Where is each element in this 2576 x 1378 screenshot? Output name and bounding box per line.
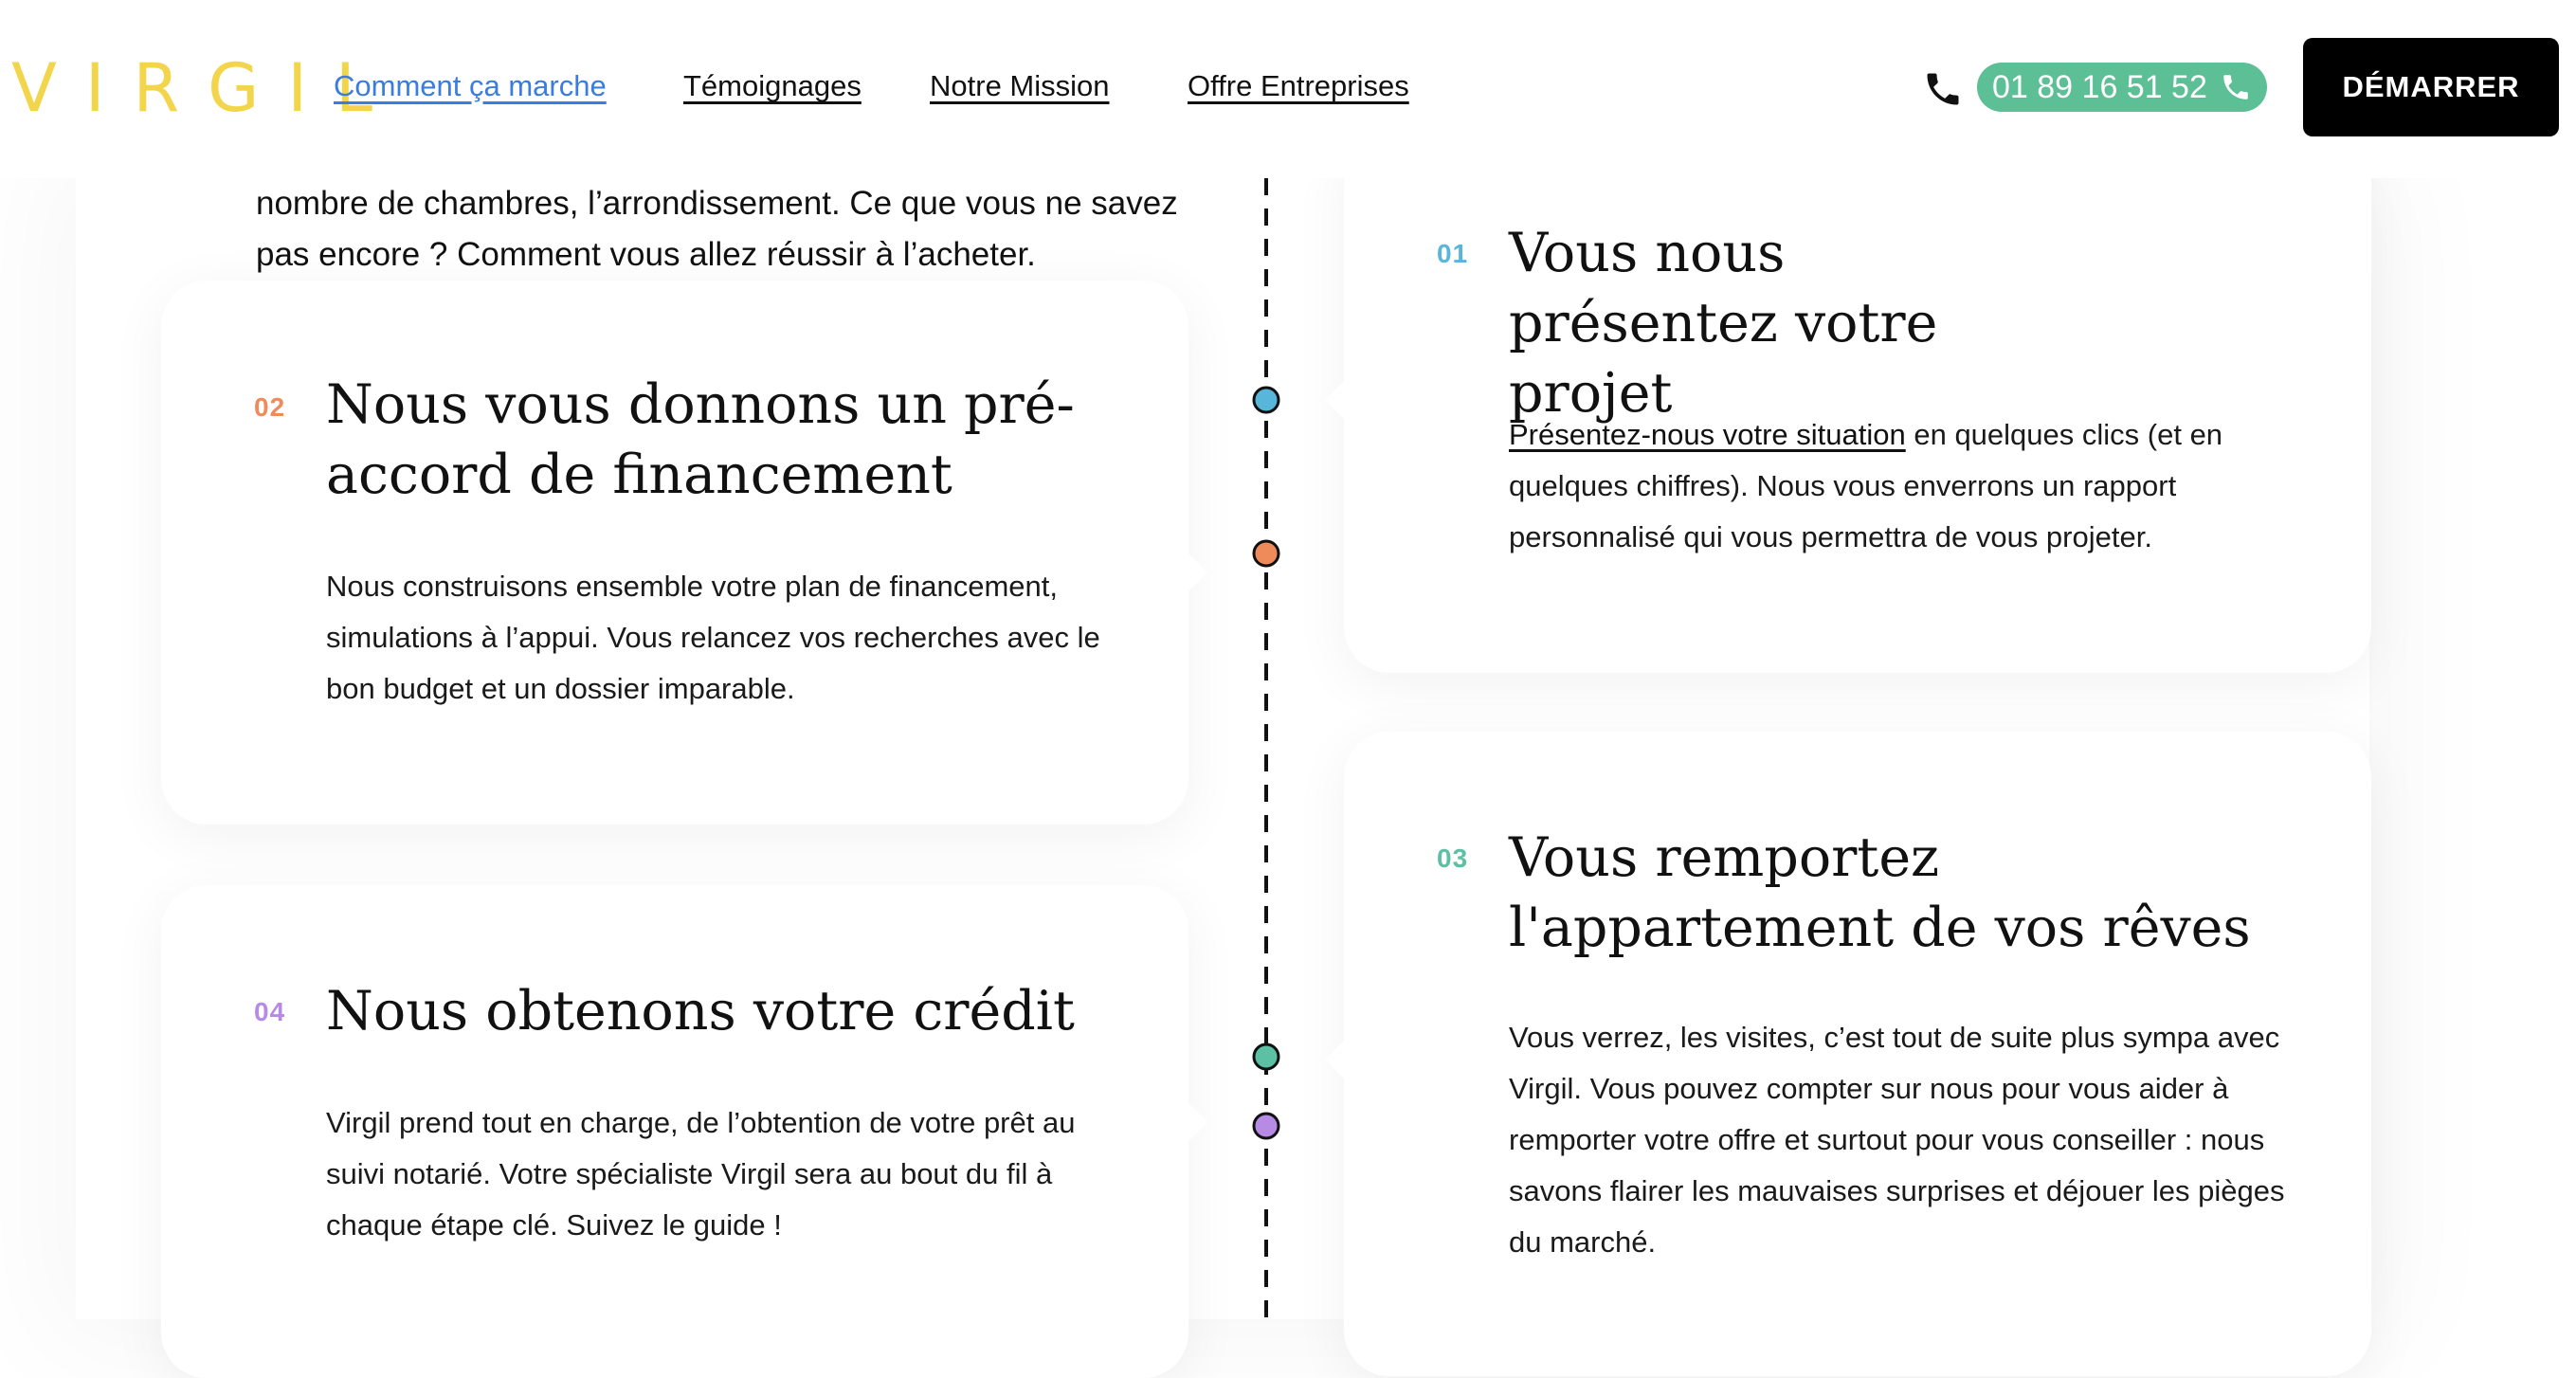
timeline xyxy=(1232,178,1308,1319)
nav-notre-mission[interactable]: Notre Mission xyxy=(930,69,1110,102)
card-pointer xyxy=(1188,553,1207,591)
phone-number-pill[interactable] xyxy=(1977,63,2267,112)
present-situation-link[interactable]: Présentez-nous votre situation xyxy=(1509,418,1906,451)
step-body: Virgil prend tout en charge, de l’obtention de votre prêt au suivi notarié. Votre spécialiste Virgil sera au bout du fil à chaque étape clé. Suivez le guide ! xyxy=(326,1106,1076,1242)
step-title: Nous obtenons votre crédit xyxy=(326,980,1075,1043)
nav-offre-entreprises[interactable]: Offre Entreprises xyxy=(1188,69,1409,102)
step-card-01 xyxy=(1344,133,2371,673)
step-number: 04 xyxy=(254,997,286,1026)
step-title: Nous vous donnons un pré-accord de financement xyxy=(326,373,1075,506)
timeline-dot-step-01 xyxy=(1254,388,1279,412)
card-pointer xyxy=(1188,1103,1207,1141)
timeline-dot-step-03 xyxy=(1254,1044,1279,1069)
step-card-02 xyxy=(161,281,1188,825)
nav-comment-ca-marche[interactable]: Comment ça marche xyxy=(334,69,607,102)
step-body: Nous construisons ensemble votre plan de financement, simulations à l’appui. Vous relancez vos recherches avec le bon budget et un dossier imparable. xyxy=(326,570,1100,705)
nav-temoignages[interactable]: Témoignages xyxy=(683,69,862,102)
step-card-03 xyxy=(1344,732,2371,1376)
step-body xyxy=(1509,409,2267,563)
step-card-04 xyxy=(161,885,1188,1378)
timeline-dot-step-02 xyxy=(1254,541,1279,566)
step-number: 01 xyxy=(1437,239,1469,268)
phone-icon[interactable] xyxy=(1922,68,1964,110)
demarrer-button[interactable]: DÉMARRER xyxy=(2303,38,2559,136)
step-number: 03 xyxy=(1437,843,1469,873)
intro-text: nombre de chambres, l’arrondissement. Ce que vous ne savez pas encore ? Comment vous allez réussir à l’acheter. xyxy=(256,185,1178,273)
site-header xyxy=(0,0,2576,178)
timeline-dot-step-04 xyxy=(1254,1114,1279,1138)
step-title: Vous nous présentez votre projet xyxy=(1509,222,1938,425)
step-number: 02 xyxy=(254,392,286,422)
step-body-text: en quelques clics (et en quelques chiffres). Nous vous enverrons un rapport personnalisé qui vous permettra de vous projeter. xyxy=(1509,418,2223,553)
virgil-logo[interactable]: VIRGIL xyxy=(11,49,402,127)
phone-number: 01 89 16 51 52 xyxy=(1992,69,2207,105)
card-pointer xyxy=(1325,381,1344,419)
phone-icon-small xyxy=(2220,71,2252,103)
card-pointer xyxy=(1325,1041,1344,1079)
step-body: Vous verrez, les visites, c’est tout de suite plus sympa avec Virgil. Vous pouvez compter sur nous pour vous aider à remporter votre offre et surtout pour vous conseiller : nous savons flairer les mauvaises surprises et déjouer les pièges du marché. xyxy=(1509,1021,2285,1259)
step-title: Vous remportez l'appartement de vos rêves xyxy=(1509,826,2251,959)
